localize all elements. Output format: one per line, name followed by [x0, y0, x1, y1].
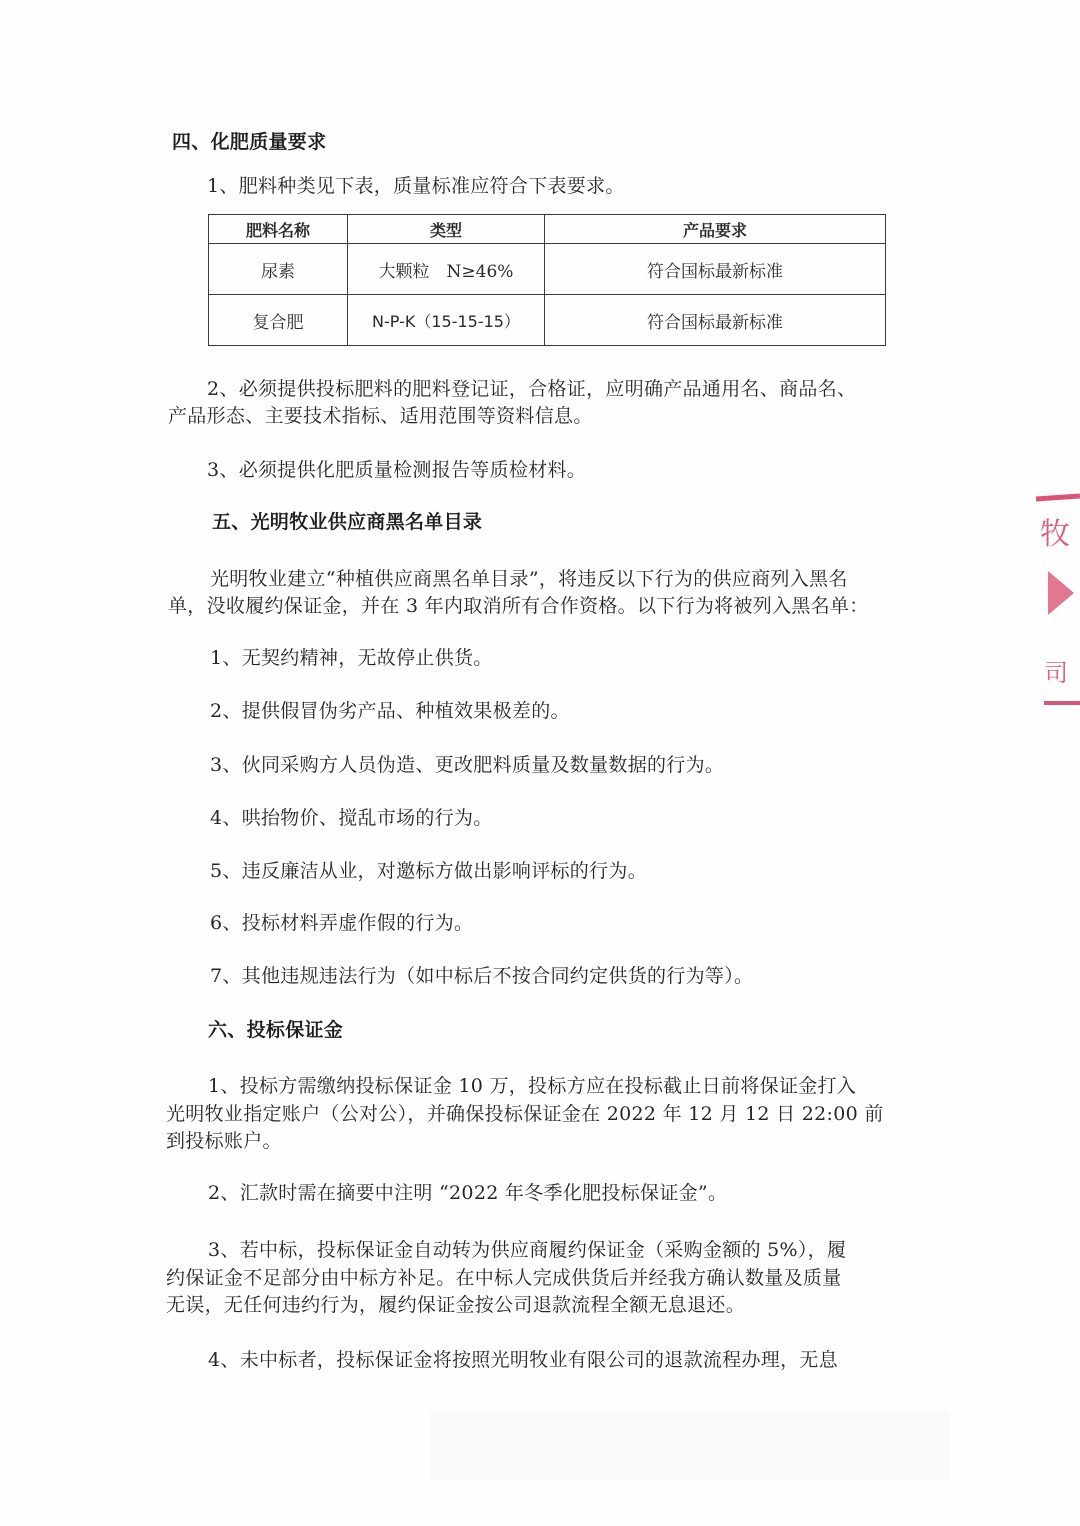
- section-5-heading: 五、光明牧业供应商黑名单目录: [212, 511, 483, 533]
- section-6-item-3-line-1: 3、若中标，投标保证金自动转为供应商履约保证金（采购金额的 5%），履: [208, 1239, 847, 1261]
- table-header-name: 肥料名称: [209, 215, 348, 244]
- seal-char-bottom: 司: [1044, 659, 1068, 687]
- table-header-requirement: 产品要求: [545, 215, 886, 244]
- seal-char-top: 牧: [1040, 517, 1070, 552]
- section-6-item-2: 2、汇款时需在摘要中注明 “2022 年冬季化肥投标保证金”。: [208, 1182, 728, 1204]
- paper-show-through: [430, 1410, 950, 1480]
- blacklist-item-2: 2、提供假冒伪劣产品、种植效果极差的。: [210, 700, 570, 722]
- blacklist-item-3: 3、伙同采购方人员伪造、更改肥料质量及数量数据的行为。: [210, 754, 725, 776]
- seal-border-top: [1036, 493, 1080, 501]
- blacklist-item-4: 4、哄抬物价、搅乱市场的行为。: [210, 807, 493, 829]
- section-6-heading: 六、投标保证金: [208, 1019, 344, 1041]
- blacklist-item-6: 6、投标材料弄虚作假的行为。: [210, 912, 474, 934]
- table-cell-type: N-P-K（15-15-15）: [348, 295, 545, 346]
- section-6-item-3-line-3: 无误，无任何违约行为，履约保证金按公司退款流程全额无息退还。: [166, 1294, 746, 1316]
- section-5-intro-line-1: 光明牧业建立“种植供应商黑名单目录”，将违反以下行为的供应商列入黑名: [210, 568, 848, 590]
- seal-border-bottom: [1044, 701, 1080, 705]
- section-6-item-1-line-1: 1、投标方需缴纳投标保证金 10 万，投标方应在投标截止日前将保证金打入: [208, 1075, 857, 1097]
- blacklist-item-1: 1、无契约精神，无故停止供货。: [210, 647, 493, 669]
- section-4-item-3: 3、必须提供化肥质量检测报告等质检材料。: [207, 459, 587, 481]
- table-cell-requirement: 符合国标最新标准: [545, 244, 886, 295]
- table-cell-type: 大颗粒 N≥46%: [348, 244, 545, 295]
- blacklist-item-5: 5、违反廉洁从业，对邀标方做出影响评标的行为。: [210, 860, 647, 882]
- table-cell-name: 尿素: [209, 244, 348, 295]
- section-4-heading: 四、化肥质量要求: [172, 131, 327, 153]
- section-6-item-1-line-3: 到投标账户。: [166, 1130, 282, 1152]
- table-row: [209, 244, 886, 295]
- section-5-intro-line-2: 单，没收履约保证金，并在 3 年内取消所有合作资格。以下行为将被列入黑名单：: [168, 595, 869, 617]
- table-row: [209, 295, 886, 346]
- section-4-item-2-line-2: 产品形态、主要技术指标、适用范围等资料信息。: [168, 405, 593, 427]
- section-6-item-4-line-1: 4、未中标者，投标保证金将按照光明牧业有限公司的退款流程办理，无息: [208, 1349, 838, 1371]
- section-4-item-2-line-1: 2、必须提供投标肥料的肥料登记证，合格证，应明确产品通用名、商品名、: [207, 378, 857, 400]
- fertilizer-table: [208, 214, 886, 346]
- red-seal-stamp: [1032, 495, 1080, 710]
- seal-star-icon: [1048, 571, 1074, 615]
- section-6-item-1-line-2: 光明牧业指定账户（公对公），并确保投标保证金在 2022 年 12 月 12 日 22:00 前: [166, 1103, 884, 1125]
- blacklist-item-7: 7、其他违规违法行为（如中标后不按合同约定供货的行为等）。: [210, 965, 754, 987]
- section-6-item-3-line-2: 约保证金不足部分由中标方补足。在中标人完成供货后并经我方确认数量及质量: [166, 1267, 842, 1289]
- table-cell-name: 复合肥: [209, 295, 348, 346]
- table-header-type: 类型: [348, 215, 545, 244]
- section-4-item-1: 1、肥料种类见下表，质量标准应符合下表要求。: [207, 175, 625, 197]
- table-cell-requirement: 符合国标最新标准: [545, 295, 886, 346]
- table-header-row: [209, 215, 886, 244]
